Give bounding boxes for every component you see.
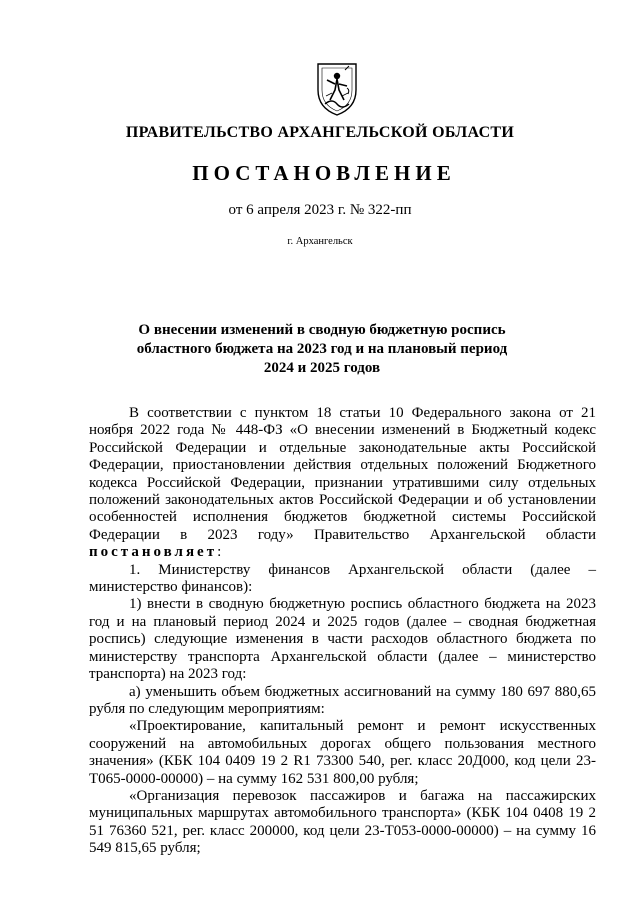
coat-of-arms-icon xyxy=(312,60,362,118)
subject-line: О внесении изменений в сводную бюджетную роспись xyxy=(138,322,506,338)
clause-paragraph: а) уменьшить объем бюджетных ассигнований на сумму 180 697 880,65 рубля по следующим мероприятиям: xyxy=(89,683,596,717)
preamble-paragraph xyxy=(89,405,596,562)
document-type: ПОСТАНОВЛЕНИЕ xyxy=(192,161,456,185)
document-body xyxy=(89,405,596,858)
preamble-tail: : xyxy=(217,544,222,561)
government-title: ПРАВИТЕЛЬСТВО АРХАНГЕЛЬСКОЙ ОБЛАСТИ xyxy=(125,124,515,141)
document-subject xyxy=(100,321,544,378)
subject-line: 2024 и 2025 годов xyxy=(263,360,381,376)
clause-paragraph: 1. Министерству финансов Архангельской области (далее – министерство финансов): xyxy=(89,561,596,596)
subject-line: областного бюджета на 2023 год и на плановый период xyxy=(136,341,508,357)
decision-word: постановляет xyxy=(89,544,218,561)
clause-paragraph: «Проектирование, капитальный ремонт и ремонт искусственных сооружений на автомобильных дорогах общего пользования местного значения» (КБК 104 0409 19 2 R1 73300 540, рег. класс 20Д000, код цели 23-Т065-0000-00000) – на сумму 162 531 800,00 рубля; xyxy=(89,718,596,787)
clause-paragraph: «Организация перевозок пассажиров и багажа на пассажирских муниципальных маршрутах автомобильного транспорта» (КБК 104 0408 19 2 51 76360 521, рег. класс 200000, код цели 23-Т053-0000-00000) – на сумму 16 549 815,65 рубля; xyxy=(89,787,596,857)
clause-paragraph: 1) внести в сводную бюджетную роспись областного бюджета на 2023 год и на плановый период 2024 и 2025 годов (далее – сводная бюджетная роспись) следующие изменения в части расходов областного бюджета по министерству транспорта Архангельской области (далее – министерство транспорта) на 2023 год: xyxy=(89,596,596,683)
date-and-number: от 6 апреля 2023 г. № 322-пп xyxy=(228,202,412,218)
preamble-text: В соответствии с пунктом 18 статьи 10 Федерального закона от 21 ноября 2022 года № 448-ФЗ «О внесении изменений в Бюджетный кодекс Российской Федерации и отдельные законодательные акты Российской Федерации, приостановлении действия отдельных положений Бюджетного кодекса Российской Федерации, признании утратившими силу отдельных положений законодательных актов Российской Федерации и об установлении особенностей исполнения бюджетов бюджетной системы Российской Федерации в 2023 году» Правительство Архангельской области xyxy=(89,405,596,543)
city: г. Архангельск xyxy=(287,236,353,247)
